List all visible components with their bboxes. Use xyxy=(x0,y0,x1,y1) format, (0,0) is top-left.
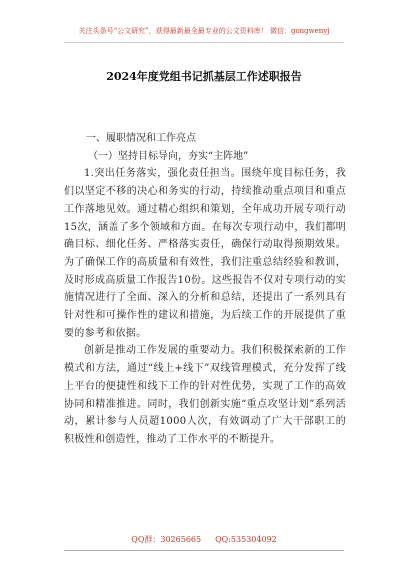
document-body xyxy=(64,130,346,449)
document-title: 2024年度党组书记抓基层工作述职报告 xyxy=(106,70,302,83)
header-divider xyxy=(64,42,344,43)
footer-divider xyxy=(64,550,344,551)
footer-qq-group: QQ群：30265665 xyxy=(131,535,202,544)
body-paragraph-2: 创新是推动工作发展的重要动力。我们积极探索新的工作模式和方法，通过“线上+线下”双线管理模式，充分发挥了线上平台的便捷性和线下工作的针对性优势，实现了工作的高效协同和精准推进。同时，我们创新实施“重点攻坚计划”系列活动，累计参与人员超1000人次，有效调动了广大干部职工的积极性和创造性，推动了工作水平的不断提升。 xyxy=(64,345,346,445)
footer-contact xyxy=(0,534,408,545)
header-banner: 关注头条号“公文研究”，获得最新最全最专业的公文资料库！ 微信：gongwenyj xyxy=(78,27,330,35)
footer-qq-number: QQ:535304092 xyxy=(215,535,277,544)
body-paragraph-1: 1.突出任务落实，强化责任担当。围绕年度目标任务，我们以坚定不移的决心和务实的行动，持续推动重点项目和重点工作落地见效。通过精心组织和策划，全年成功开展专项行动15次，涵盖了多个领域和方面。在每次专项行动中，我们都明确目标、细化任务、严格落实责任，确保行动取得预期效果。为了确保工作的高质量和有效性，我们注重总结经验和教训，及时形成高质量工作报告10份。这些报告不仅对专项行动的实施情况进行了全面、深入的分析和总结，还提出了一系列具有针对性和可操作性的建议和措施，为后续工作的开展提供了重要的参考和依据。 xyxy=(64,168,346,339)
subsection-heading: （一）坚持目标导向，夯实“主阵地” xyxy=(88,150,249,162)
section-heading: 一、履职情况和工作亮点 xyxy=(86,133,196,144)
